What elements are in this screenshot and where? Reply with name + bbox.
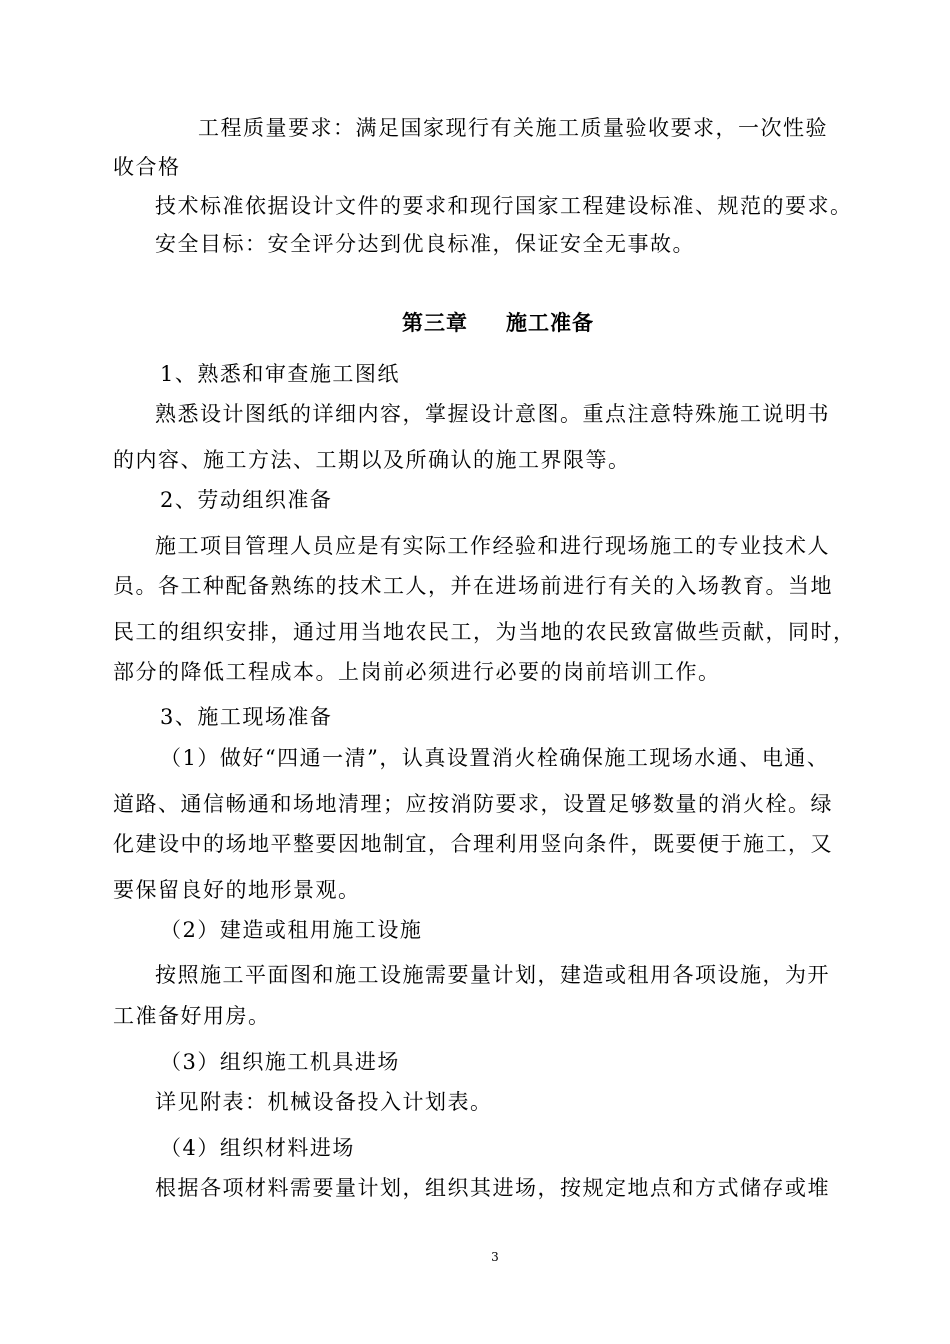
chapter-number: 第三章 [402,310,468,335]
subsection-heading: （4）组织材料进场 [160,1136,355,1160]
chapter-title: 施工准备 [506,310,594,335]
paragraph-line: 工程质量要求：满足国家现行有关施工质量验收要求，一次性验 [198,116,828,140]
paragraph-line: 部分的降低工程成本。上岗前必须进行必要的岗前培训工作。 [113,660,721,684]
paragraph-line: （1）做好“四通一清”，认真设置消火栓确保施工现场水通、电通、 [160,746,830,770]
paragraph-line: 民工的组织安排，通过用当地农民工，为当地的农民致富做些贡献，同时， [113,620,856,644]
subsection-heading: （3）组织施工机具进场 [160,1050,400,1074]
chapter-heading [402,309,594,337]
paragraph-line: 工准备好用房。 [113,1004,271,1028]
section-heading: 3、施工现场准备 [160,705,333,729]
paragraph-line: 施工项目管理人员应是有实际工作经验和进行现场施工的专业技术人 [155,534,830,558]
paragraph-line: 化建设中的场地平整要因地制宜，合理利用竖向条件，既要便于施工，又 [113,832,833,856]
paragraph-line: 员。各工种配备熟练的技术工人，并在进场前进行有关的入场教育。当地 [113,574,833,598]
paragraph-line: 按照施工平面图和施工设施需要量计划，建造或租用各项设施，为开 [155,963,830,987]
paragraph-line: 的内容、施工方法、工期以及所确认的施工界限等。 [113,448,631,472]
paragraph-line: 技术标准依据设计文件的要求和现行国家工程建设标准、规范的要求。 [155,194,853,218]
page-number: 3 [491,1250,499,1264]
paragraph-line: 道路、通信畅通和场地清理；应按消防要求，设置足够数量的消火栓。绿 [113,792,833,816]
paragraph-line: 详见附表：机械设备投入计划表。 [155,1090,493,1114]
paragraph-line: 根据各项材料需要量计划，组织其进场，按规定地点和方式储存或堆 [155,1176,830,1200]
paragraph-line: 要保留良好的地形景观。 [113,878,361,902]
subsection-heading: （2）建造或租用施工设施 [160,918,423,942]
paragraph-line: 熟悉设计图纸的详细内容，掌握设计意图。重点注意特殊施工说明书 [155,402,830,426]
section-heading: 1、熟悉和审查施工图纸 [160,362,400,386]
paragraph-line: 收合格 [113,155,181,179]
paragraph-line: 安全目标：安全评分达到优良标准，保证安全无事故。 [155,232,695,256]
section-heading: 2、劳动组织准备 [160,488,333,512]
